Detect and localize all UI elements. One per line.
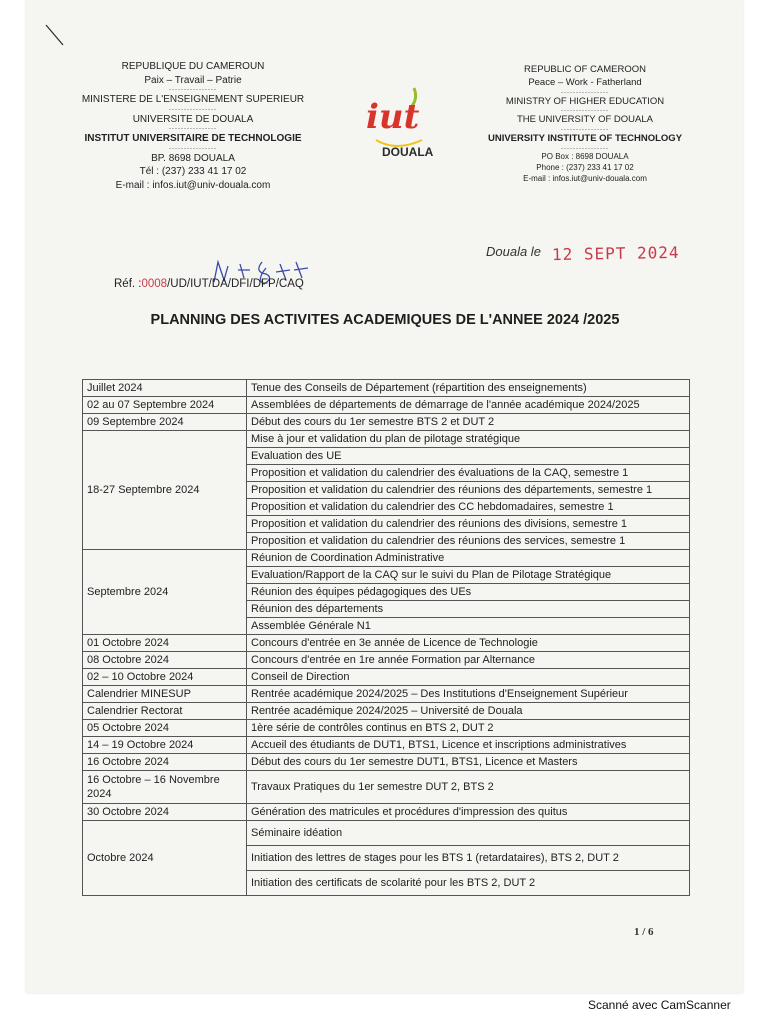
page-number: 1 / 6 [634,926,654,938]
separator: ---------------- [561,108,609,115]
header-right [470,64,700,184]
country-en: REPUBLIC OF CAMEROON [524,64,646,75]
motto-en: Peace – Work - Fatherland [528,76,642,88]
table-row [83,771,690,804]
table-row [83,686,690,703]
row-activity: Initiation des lettres de stages pour les BTS 1 (retardataires), BTS 2, DUT 2 [247,846,690,871]
separator: ---------------- [561,127,609,134]
table-row [83,804,690,821]
ministry-fr: MINISTERE DE L'ENSEIGNEMENT SUPERIEUR [81,94,305,105]
separator: ---------------- [561,89,609,96]
row-activity: Evaluation/Rapport de la CAQ sur le suivi du Plan de Pilotage Stratégique [247,567,690,584]
header-left [78,60,308,192]
table-row [83,414,690,431]
date-prefix: Douala le [486,244,541,259]
logo-iut-text: iut [366,97,420,137]
table-row [83,669,690,686]
email-fr: E-mail : infos.iut@univ-douala.com [115,179,271,191]
row-activity: Accueil des étudiants de DUT1, BTS1, Licence et inscriptions administratives [247,737,690,754]
row-date: 14 – 19 Octobre 2024 [83,737,247,754]
reference-line [114,278,304,290]
row-activity: Evaluation des UE [247,448,690,465]
row-date: 16 Octobre 2024 [83,754,247,771]
table-row [83,737,690,754]
po-box-en: PO Box : 8698 DOUALA [541,152,629,162]
row-activity: Rentrée académique 2024/2025 – Des Institutions d'Enseignement Supérieur [247,686,690,703]
row-activity: Réunion de Coordination Administrative [247,550,690,567]
table-row [83,652,690,669]
row-activity: Concours d'entrée en 1re année Formation par Alternance [247,652,690,669]
table-row [83,720,690,737]
row-date: 08 Octobre 2024 [83,652,247,669]
table-row [83,550,690,567]
row-activity: Conseil de Direction [247,669,690,686]
separator: ---------------- [169,145,217,152]
pen-mark [44,22,66,48]
reference-number: 0008 [141,278,168,290]
row-activity: Proposition et validation du calendrier des CC hebdomadaires, semestre 1 [247,499,690,516]
po-box-fr: BP. 8698 DOUALA [151,152,235,164]
logo-douala-text: DOUALA [382,145,434,159]
row-activity: Concours d'entrée en 3e année de Licence de Technologie [247,635,690,652]
camscanner-note: Scanné avec CamScanner [588,998,731,1012]
table-row [83,431,690,448]
email-en: E-mail : infos.iut@univ-douala.com [523,173,647,183]
separator: ---------------- [169,126,217,132]
table-row [83,380,690,397]
row-date: 09 Septembre 2024 [83,414,247,431]
activities-table [82,379,690,896]
reference-path: /UD/IUT/DA/DFI/DFP/CAQ [167,278,304,290]
row-date: 16 Octobre – 16 Novembre 2024 [83,771,247,804]
row-activity: 1ère série de contrôles continus en BTS 2, DUT 2 [247,720,690,737]
table-row [83,754,690,771]
row-activity: Rentrée académique 2024/2025 – Université de Douala [247,703,690,720]
university-en: THE UNIVERSITY OF DOUALA [516,114,653,126]
row-activity: Réunion des équipes pédagogiques des UEs [247,584,690,601]
iut-douala-logo [356,80,436,160]
row-date: Juillet 2024 [83,380,247,397]
table-row [83,397,690,414]
institute-fr: INSTITUT UNIVERSITAIRE DE TECHNOLOGIE [84,133,302,144]
row-date: 02 au 07 Septembre 2024 [83,397,247,414]
row-activity: Proposition et validation du calendrier des réunions des services, semestre 1 [247,533,690,550]
row-activity: Séminaire idéation [247,821,690,846]
separator: ---------------- [561,146,609,153]
phone-en: Phone : (237) 233 41 17 02 [536,162,634,172]
row-activity: Assemblée Générale N1 [247,618,690,635]
phone-fr: Tél : (237) 233 41 17 02 [139,166,247,177]
row-activity: Assemblées de départements de démarrage de l'année académique 2024/2025 [247,397,690,414]
row-activity: Proposition et validation du calendrier des réunions des départements, semestre 1 [247,482,690,499]
reference-label: Réf. : [114,278,142,290]
row-activity: Proposition et validation du calendrier des réunions des divisions, semestre 1 [247,516,690,533]
row-activity: Proposition et validation du calendrier des évaluations de la CAQ, semestre 1 [247,465,690,482]
row-date: 18-27 Septembre 2024 [83,431,247,550]
row-date: 01 Octobre 2024 [83,635,247,652]
table-row [83,703,690,720]
country-fr: REPUBLIQUE DU CAMEROUN [121,61,265,72]
row-date: 30 Octobre 2024 [83,804,247,821]
row-date: 02 – 10 Octobre 2024 [83,669,247,686]
row-activity: Génération des matricules et procédures d'impression des quitus [247,804,690,821]
date-stamp: 12 SEPT 2024 [551,242,680,265]
row-date: Calendrier Rectorat [83,703,247,720]
table-row [83,821,690,846]
row-activity: Début des cours du 1er semestre BTS 2 et DUT 2 [247,414,690,431]
institute-en: UNIVERSITY INSTITUTE OF TECHNOLOGY [487,133,683,145]
separator: ---------------- [169,106,217,113]
row-activity: Réunion des départements [247,601,690,618]
ministry-en: MINISTRY OF HIGHER EDUCATION [505,95,665,107]
table-row [83,635,690,652]
row-activity: Travaux Pratiques du 1er semestre DUT 2, BTS 2 [247,771,690,804]
separator: ---------------- [169,87,217,93]
row-activity: Début des cours du 1er semestre DUT1, BTS1, Licence et Masters [247,754,690,771]
motto-fr: Paix – Travail – Patrie [144,74,242,86]
row-activity: Initiation des certificats de scolarité pour les BTS 2, DUT 2 [247,871,690,896]
document-title: PLANNING DES ACTIVITES ACADEMIQUES DE L'ANNEE 2024 /2025 [150,312,620,328]
row-activity: Mise à jour et validation du plan de pilotage stratégique [247,431,690,448]
row-date: Octobre 2024 [83,821,247,896]
university-fr: UNIVERSITE DE DOUALA [132,113,254,125]
row-date: Septembre 2024 [83,550,247,635]
row-date: Calendrier MINESUP [83,686,247,703]
row-activity: Tenue des Conseils de Département (répartition des enseignements) [247,380,690,397]
row-date: 05 Octobre 2024 [83,720,247,737]
